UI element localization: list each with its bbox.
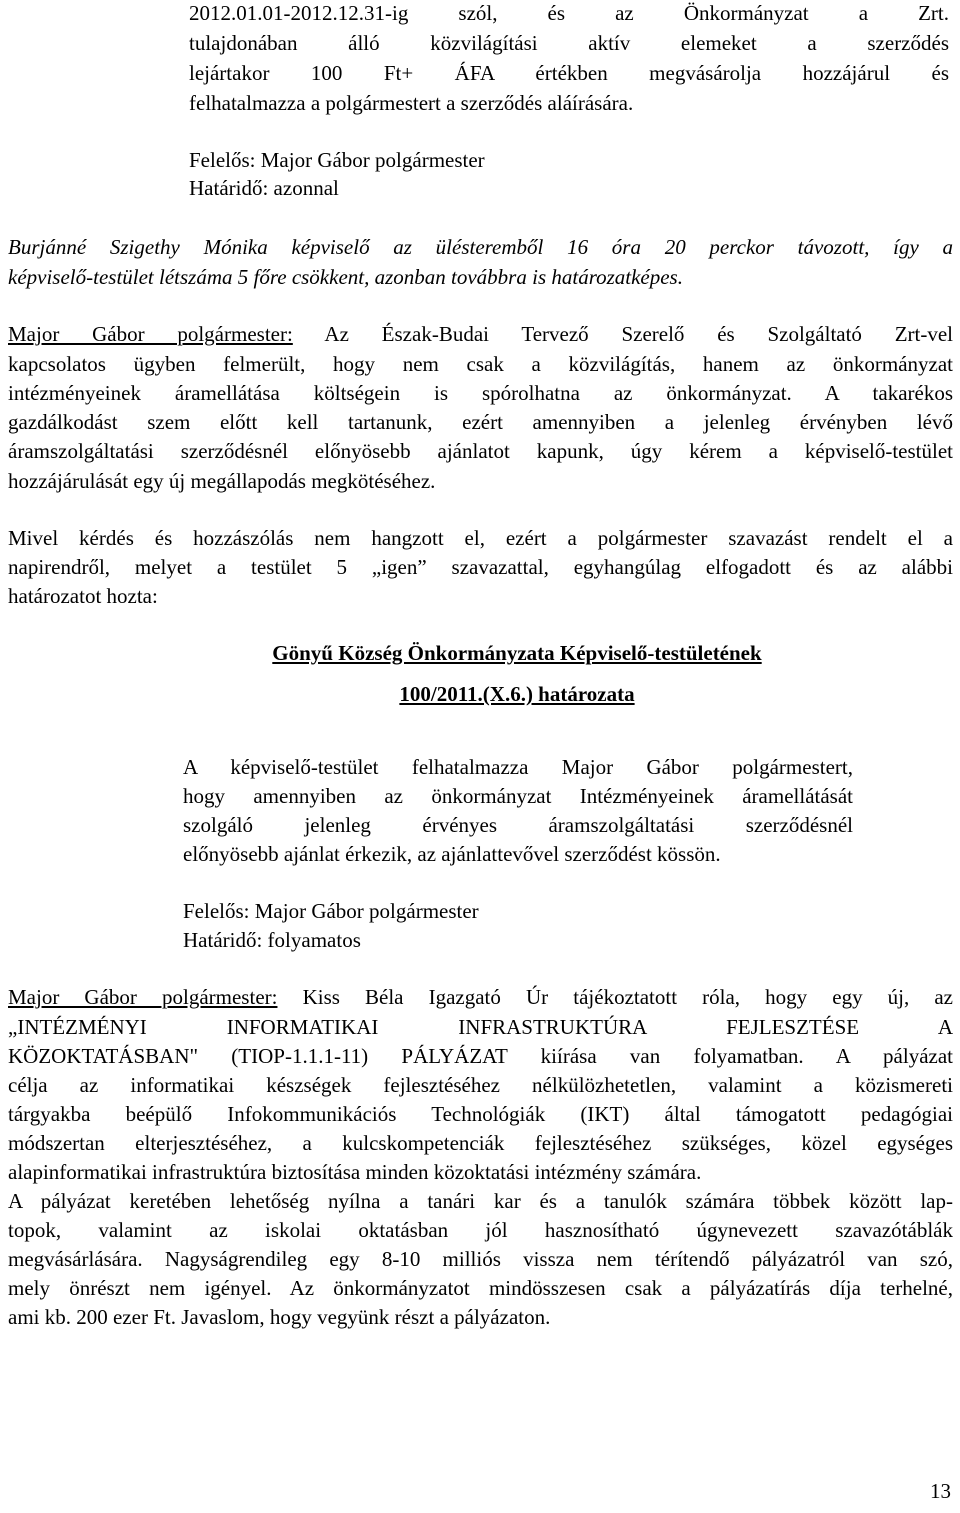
responsible-2: Felelős: Major Gábor polgármester: [183, 899, 479, 923]
top-line-1: 2012.01.01-2012.12.31-ig szól, és az Önkormányzat a Zrt.: [189, 1, 949, 25]
para3-line: célja az informatikai készségek fejlesztéséhez nélkülözhetetlen, valamint a közismereti: [8, 1073, 953, 1097]
para4-line: megvásárlására. Nagyságrendileg egy 8-10 milliós vissza nem térítendő pályázatról van szó,: [8, 1247, 953, 1271]
para1-line: intézményeinek áramellátása költségein is spórolhatna az önkormányzat. A takarékos: [8, 381, 953, 405]
top-line-3: lejártakor 100 Ft+ ÁFA értékben megvásárolja hozzájárul és: [189, 61, 949, 85]
page-number: 13: [930, 1479, 951, 1503]
para3-first-rest: Kiss Béla Igazgató Úr tájékoztatott róla, hogy egy új, az: [277, 985, 953, 1009]
para2-line: Mivel kérdés és hozzászólás nem hangzott el, ezért a polgármester szavazást rendelt el a: [8, 526, 953, 550]
para3-line: módszertan elterjesztéséhez, a kulcskompetenciák fejlesztéséhez szükséges, közel egységes: [8, 1131, 953, 1155]
resolution-number: 100/2011.(X.6.) határozata: [399, 682, 635, 706]
para4-line: mely önrészt nem igényel. Az önkormányzatot mindösszesen csak a pályázatírás díja terhelné,: [8, 1276, 953, 1300]
resolution-last-line: előnyösebb ajánlat érkezik, az ajánlattevővel szerződést kössön.: [183, 842, 721, 866]
para3-line: tárgyakba beépülő Infokommunikációs Technológiák (IKT) által támogatott pedagógiai: [8, 1102, 953, 1126]
para3-line: „INTÉZMÉNYI INFORMATIKAI INFRASTRUKTÚRA FEJLESZTÉSE A: [8, 1015, 953, 1039]
responsible-1: Felelős: Major Gábor polgármester: [189, 148, 485, 172]
para1-last-line: hozzájárulását egy új megállapodás megkötéséhez.: [8, 469, 436, 493]
para2-last-line: határozatot hozta:: [8, 584, 158, 608]
para4-line: A pályázat keretében lehetőség nyílna a tanári kar és a tanulók számára többek között lap-: [8, 1189, 953, 1213]
top-line-4: felhatalmazza a polgármestert a szerződés aláírására.: [189, 91, 634, 115]
para3-last-line: alapinformatikai infrastruktúra biztosítása minden közoktatási intézmény számára.: [8, 1160, 702, 1184]
para3-first-line: [8, 984, 953, 1010]
resolution-heading: Gönyű Község Önkormányzata Képviselő-testületének: [272, 641, 762, 665]
para1-line: áramszolgáltatási szerződésnél előnyösebb ajánlatot kapunk, úgy kérem a képviselő-testület: [8, 439, 953, 463]
para3-line: KÖZOKTATÁSBAN" (TIOP-1.1.1-11) PÁLYÁZAT kiírása van folyamatban. A pályázat: [8, 1044, 953, 1068]
para1-line: gazdálkodást szem előtt kell tartanunk, ezért amennyiben a jelenleg érvényben lévő: [8, 410, 953, 434]
para2-line: napirendről, melyet a testület 5 „igen” szavazattal, egyhangúlag elfogadott és az alábbi: [8, 555, 953, 579]
para4-last-line: ami kb. 200 ezer Ft. Javaslom, hogy vegyünk részt a pályázaton.: [8, 1305, 551, 1329]
resolution-line: A képviselő-testület felhatalmazza Major Gábor polgármestert,: [183, 755, 853, 779]
para4-line: topok, valamint az iskolai oktatásban jól hasznosítható úgynevezett szavazótáblák: [8, 1218, 953, 1242]
notice-line-2: képviselő-testület létszáma 5 főre csökkent, azonban továbbra is határozatképes.: [8, 265, 683, 289]
para1-line: kapcsolatos ügyben felmerült, hogy nem csak a közvilágítás, hanem az önkormányzat: [8, 352, 953, 376]
speaker-label: Major Gábor polgármester:: [8, 985, 278, 1009]
deadline-1: Határidő: azonnal: [189, 176, 339, 200]
top-line-2: tulajdonában álló közvilágítási aktív elemeket a szerződés: [189, 31, 949, 55]
resolution-line: hogy amennyiben az önkormányzat Intézményeinek áramellátását: [183, 784, 853, 808]
para1-first-line: [8, 321, 953, 347]
para1-first-rest: Az Észak-Budai Tervező Szerelő és Szolgáltató Zrt-vel: [292, 322, 954, 346]
deadline-2: Határidő: folyamatos: [183, 928, 361, 952]
speaker-label: Major Gábor polgármester:: [8, 322, 293, 346]
resolution-line: szolgáló jelenleg érvényes áramszolgáltatási szerződésnél: [183, 813, 853, 837]
notice-line-1: Burjánné Szigethy Mónika képviselő az ülésteremből 16 óra 20 perckor távozott, így a: [8, 235, 953, 259]
